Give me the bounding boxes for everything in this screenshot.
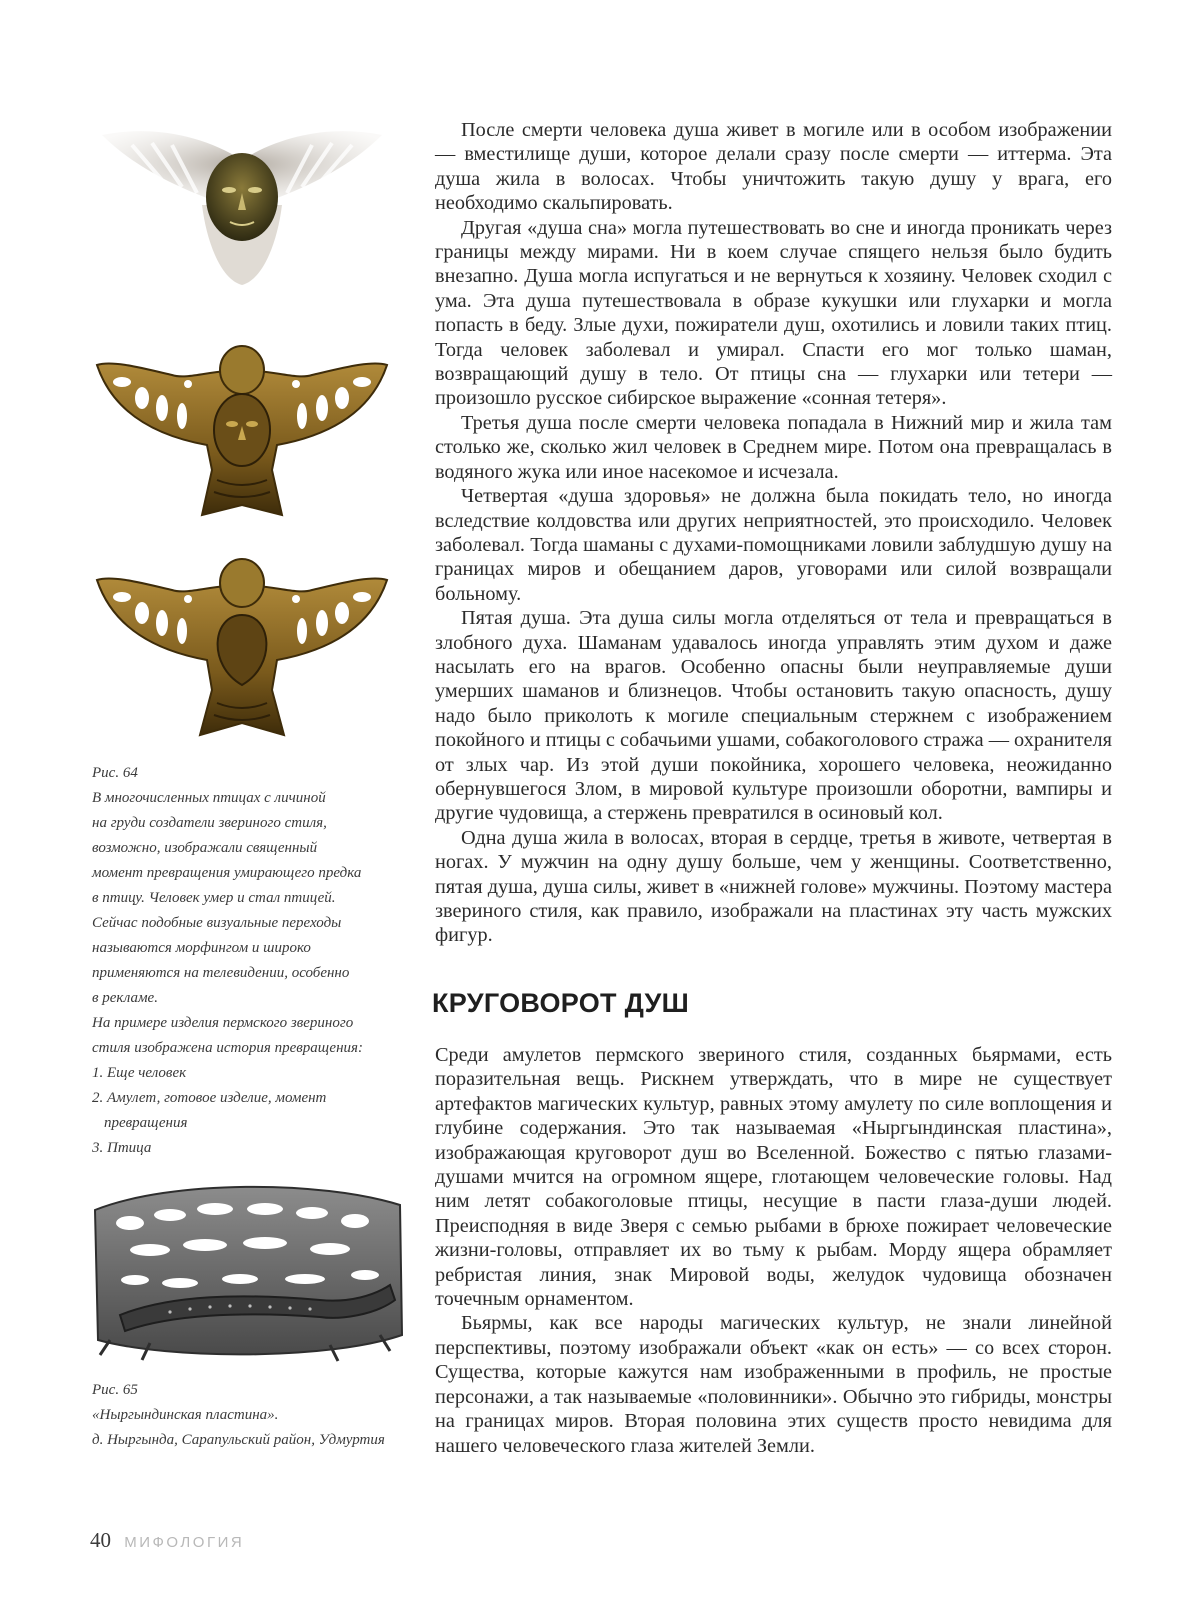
caption-list-item: 3. Птица xyxy=(92,1140,152,1156)
caption-line: в рекламе. xyxy=(92,990,158,1006)
caption-line: момент превращения умирающего предка xyxy=(92,865,362,881)
caption-line: на груди создатели звериного стиля, xyxy=(92,815,327,831)
figure-65-title: «Ныргындинская пластина». xyxy=(92,1407,279,1423)
main-text-top xyxy=(435,118,1112,948)
amulet-image-transition xyxy=(92,340,392,530)
body-paragraph: Бьярмы, как все народы магических культур, не знали линейной перспективы, поэтому изображали объект «как он есть» — со всех сторон. Существа, которые кажутся нам изображенными в профиль, не простые персонажи, а так называемые «половинники». Обычно это гибриды, монстры на границах миров. Вторая половина этих существ просто невидима для нашего человеческого глаза жителей Земли. xyxy=(435,1312,1112,1457)
caption-line: в птицу. Человек умер и стал птицей. xyxy=(92,890,336,906)
figure-64-caption xyxy=(92,761,412,1161)
caption-line: Сейчас подобные визуальные переходы xyxy=(92,915,342,931)
figure-65-caption xyxy=(92,1378,422,1453)
main-text-bottom xyxy=(435,1043,1112,1458)
caption-line: стиля изображена история превращения: xyxy=(92,1040,364,1056)
figure-65-label: Рис. 65 xyxy=(92,1382,138,1398)
page-number: 40 xyxy=(90,1528,111,1552)
caption-list-item: 1. Еще человек xyxy=(92,1065,187,1081)
amulet-image-human xyxy=(92,105,392,295)
body-paragraph: Одна душа жила в волосах, вторая в сердце, третья в животе, четвертая в ногах. У мужчин на одну душу больше, чем у женщины. Соответственно, пятая душа, душа силы, живет в «нижней голове» мужчины. Поэтому мастера звериного стиля, как правило, изображали на пластинах эту часть мужских фигур. xyxy=(435,826,1112,947)
caption-line: применяются на телевидении, особенно xyxy=(92,965,350,981)
figure-64-label: Рис. 64 xyxy=(92,765,138,781)
body-paragraph: Пятая душа. Эта душа силы могла отделяться от тела и превращаться в злобного духа. Шаманам удавалось иногда управлять этим духом и даже насылать его на врагов. Особенно опасны были неуправляемые души умерших шаманов и близнецов. Чтобы остановить такую опасность, душу надо было приколоть к могиле специальным стержнем с изображением покойного и птицы с собачьими ушами, собакоголового стража — охранителя от злых чар. Из этой души покойника, хорошего человека, неожиданно обернувшегося Злом, в мировой культуре произошли оборотни, вампиры и другие чудовища, а стержень превратился в осиновый кол. xyxy=(435,607,1112,825)
section-heading: КРУГОВОРОТ ДУШ xyxy=(432,988,690,1018)
section-name: МИФОЛОГИЯ xyxy=(124,1534,245,1551)
body-paragraph: После смерти человека душа живет в могиле или в особом изображении — вместилище души, которое делали сразу после смерти — иттерма. Эта душа жила в волосах. Чтобы уничтожить такую душу у врага, его необходимо скальпировать. xyxy=(435,119,1112,215)
caption-line: В многочисленных птицах с личиной xyxy=(92,790,326,806)
body-paragraph: Четвертая «душа здоровья» не должна была покидать тело, но иногда вследствие колдовства или других неприятностей, это происходило. Человек заболевал. Тогда шаманы с духами-помощниками ловили заблудшую душу на границах миров и обещанием даров, уговорами или силой возвращали больному. xyxy=(435,485,1112,605)
caption-list-item: 2. Амулет, готовое изделие, момент превращения xyxy=(92,1090,327,1131)
caption-line: На примере изделия пермского звериного xyxy=(92,1015,354,1031)
page-footer xyxy=(90,1528,244,1553)
nyrgynda-plate-image xyxy=(90,1175,405,1365)
body-paragraph: Другая «душа сна» могла путешествовать во сне и иногда проникать через границы между мирами. Ни в коем случае спящего нельзя было будить внезапно. Душа могла испугаться и не вернуться к хозяину. Человек сходил с ума. Эта душа путешествовала в образе кукушки или глухарки и могла попасть в беду. Злые духи, пожиратели душ, охотились и ловили таких птиц. Тогда человек заболевал и умирал. Спасти его мог только шаман, возвращающий душу в тело. От птицы сна — глухарки или тетери — произошло русское сибирское выражение «сонная тетеря». xyxy=(435,216,1112,410)
figure-65-location: д. Ныргында, Сарапульский район, Удмуртия xyxy=(92,1432,385,1448)
body-paragraph: Третья душа после смерти человека попадала в Нижний мир и жила там столько же, сколько жил человек в Среднем мире. Потом она превращалась в водяного жука или иное насекомое и исчезала. xyxy=(435,411,1112,483)
caption-line: возможно, изображали священный xyxy=(92,840,318,856)
body-paragraph: Среди амулетов пермского звериного стиля, созданных бьярмами, есть поразительная вещь. Рискнем утверждать, что в мире не существует артефактов магических культур, равных этому амулету по силе воплощения и глубине содержания. Это так называемая «Ныргындинская пластина», изображающая круговорот душ во Вселенной. Божество с пятью глазами-душами мчится на огромном ящере, глотающем человеческие головы. Над ним летят собакоголовые птицы, несущие в пасти глаза-души людей. Преисподняя в виде Зверя с семью рыбами в брюхе пожирает человеческие жизни-головы, отправляет их во тьму к рыбам. Морду ящера обрамляет ребристая линия, знак Мировой воды, желудок чудовища обозначен точечным орнаментом. xyxy=(435,1044,1112,1311)
amulet-image-bird xyxy=(92,555,392,750)
caption-line: называются морфингом и широко xyxy=(92,940,311,956)
